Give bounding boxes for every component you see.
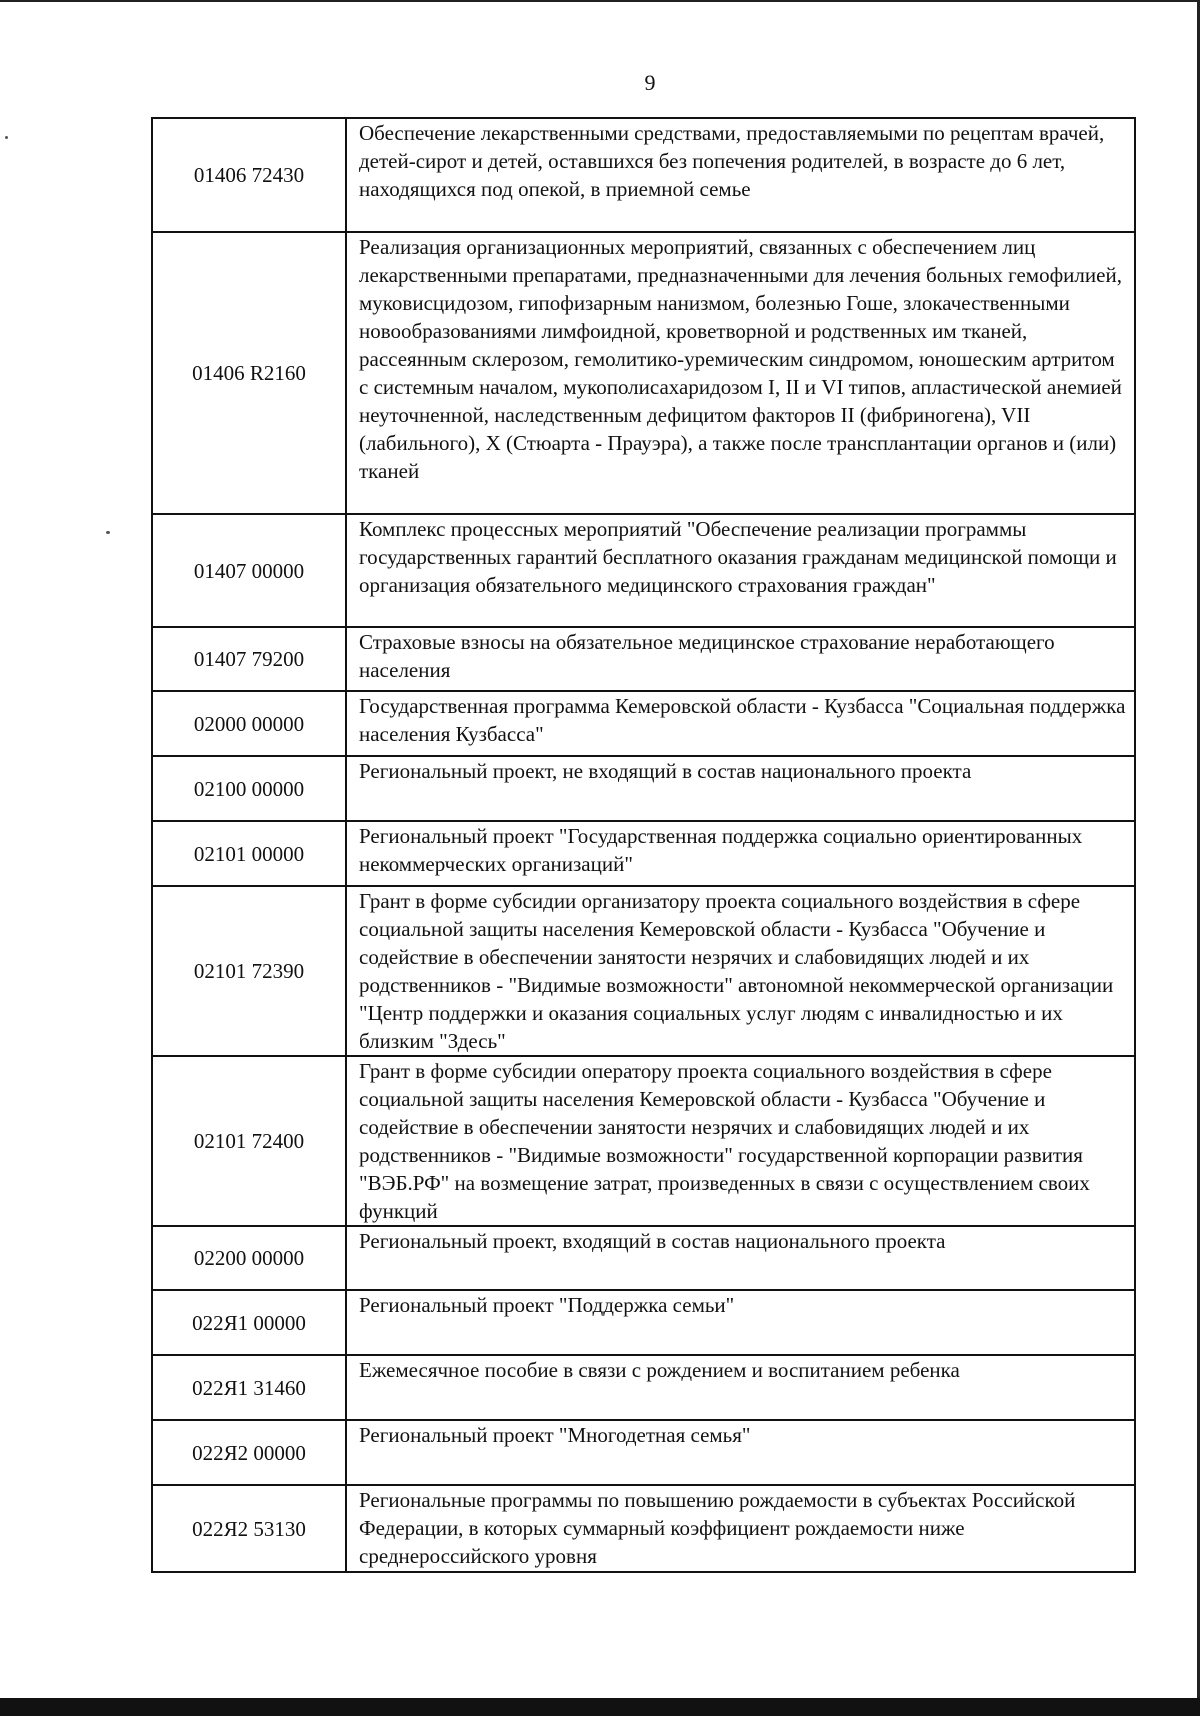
scan-speck — [5, 136, 8, 139]
row-code: 01406 72430 — [152, 118, 346, 232]
row-code: 022Я1 31460 — [152, 1355, 346, 1420]
table-row — [152, 1420, 1135, 1485]
row-code: 022Я2 53130 — [152, 1485, 346, 1572]
row-description: Региональный проект, не входящий в состав национального проекта — [346, 756, 1135, 821]
budget-code-table — [151, 117, 1136, 1573]
row-description: Региональные программы по повышению рождаемости в субъектах Российской Федерации, в которых суммарный коэффициент рождаемости ниже среднероссийского уровня — [346, 1485, 1135, 1572]
row-code: 022Я1 00000 — [152, 1290, 346, 1355]
table-row — [152, 232, 1135, 514]
table-row — [152, 691, 1135, 756]
table-row — [152, 514, 1135, 627]
table-row — [152, 118, 1135, 232]
table-row — [152, 1290, 1135, 1355]
row-code: 01407 79200 — [152, 627, 346, 691]
row-code: 02101 72390 — [152, 886, 346, 1056]
row-description: Обеспечение лекарственными средствами, предоставляемыми по рецептам врачей, детей-сирот и детей, оставшихся без попечения родителей, в возрасте до 6 лет, находящихся под опекой, в приемной семье — [346, 118, 1135, 232]
page-number: 9 — [644, 70, 656, 95]
row-description: Грант в форме субсидии организатору проекта социального воздействия в сфере социальной защиты населения Кемеровской области - Кузбасса "Обучение и содействие в обеспечении занятости незрячих и слабовидящих людей и их родственников - "Видимые возможности" автономной некоммерческой организации "Центр поддержки и оказания социальных услуг людям с инвалидностью и их близким "Здесь" — [346, 886, 1135, 1056]
row-code: 022Я2 00000 — [152, 1420, 346, 1485]
table-row — [152, 1485, 1135, 1572]
row-description: Региональный проект "Поддержка семьи" — [346, 1290, 1135, 1355]
table-row — [152, 1056, 1135, 1226]
row-code: 02101 72400 — [152, 1056, 346, 1226]
table-row — [152, 627, 1135, 691]
row-description: Ежемесячное пособие в связи с рождением и воспитанием ребенка — [346, 1355, 1135, 1420]
row-description: Региональный проект, входящий в состав национального проекта — [346, 1226, 1135, 1290]
scan-speck — [106, 531, 110, 534]
row-description: Региональный проект "Многодетная семья" — [346, 1420, 1135, 1485]
row-code: 01407 00000 — [152, 514, 346, 627]
page-edge-top — [0, 0, 1200, 2]
row-description: Страховые взносы на обязательное медицинское страхование неработающего населения — [346, 627, 1135, 691]
row-code: 02200 00000 — [152, 1226, 346, 1290]
row-description: Государственная программа Кемеровской области - Кузбасса "Социальная поддержка населения Кузбасса" — [346, 691, 1135, 756]
row-description: Грант в форме субсидии оператору проекта социального воздействия в сфере социальной защиты населения Кемеровской области - Кузбасса "Обучение и содействие в обеспечении занятости незрячих и слабовидящих людей и их родственников - "Видимые возможности" государственной корпорации развития "ВЭБ.РФ" на возмещение затрат, произведенных в связи с осуществлением своих функций — [346, 1056, 1135, 1226]
row-description: Региональный проект "Государственная поддержка социально ориентированных некоммерческих организаций" — [346, 821, 1135, 886]
row-code: 02000 00000 — [152, 691, 346, 756]
table-row — [152, 756, 1135, 821]
row-code: 01406 R2160 — [152, 232, 346, 514]
table-row — [152, 1355, 1135, 1420]
row-code: 02101 00000 — [152, 821, 346, 886]
row-description: Комплекс процессных мероприятий "Обеспечение реализации программы государственных гарантий бесплатного оказания гражданам медицинской помощи и организация обязательного медицинского страхования граждан" — [346, 514, 1135, 627]
row-code: 02100 00000 — [152, 756, 346, 821]
table-row — [152, 886, 1135, 1056]
table-row — [152, 1226, 1135, 1290]
row-description: Реализация организационных мероприятий, связанных с обеспечением лиц лекарственными препаратами, предназначенными для лечения больных гемофилией, муковисцидозом, гипофизарным нанизмом, болезнью Гоше, злокачественными новообразованиями лимфоидной, кроветворной и родственных им тканей, рассеянным склерозом, гемолитико-уремическим синдромом, юношеским артритом с системным началом, мукополисахаридозом I, II и VI типов, апластической анемией неуточненной, наследственным дефицитом факторов II (фибриногена), VII (лабильного), X (Стюарта - Прауэра), а также после трансплантации органов и (или) тканей — [346, 232, 1135, 514]
table-row — [152, 821, 1135, 886]
page-edge-bottom — [0, 1698, 1200, 1716]
